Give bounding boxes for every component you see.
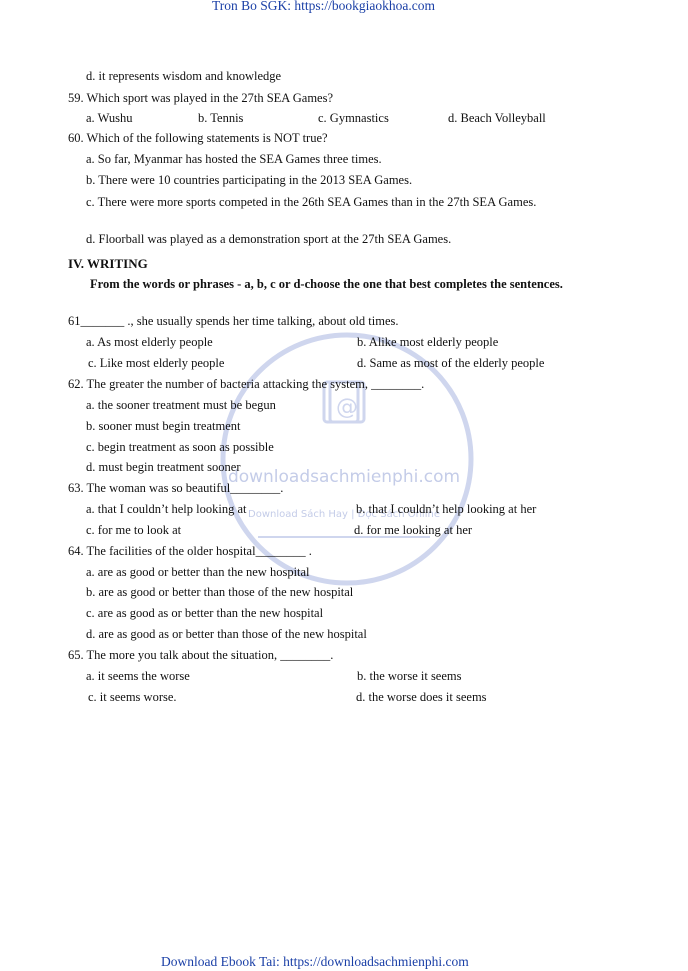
q61-option-b: b. Alike most elderly people (357, 335, 499, 349)
q61-option-c: c. Like most elderly people (88, 356, 225, 370)
q62-stem: 62. The greater the number of bacteria attacking the system, ________. (68, 377, 425, 391)
q59-option-a: a. Wushu (86, 111, 133, 125)
q59-stem: 59. Which sport was played in the 27th SEA Games? (68, 91, 334, 105)
header-link[interactable]: Tron Bo SGK: https://bookgiaokhoa.com (212, 0, 436, 13)
q59-option-d: d. Beach Volleyball (448, 111, 546, 125)
q62-option-b: b. sooner must begin treatment (86, 419, 241, 433)
q65-option-d: d. the worse does it seems (356, 690, 487, 704)
q59-option-b: b. Tennis (198, 111, 244, 125)
q61-option-a: a. As most elderly people (86, 335, 213, 349)
q65-option-a: a. it seems the worse (86, 669, 190, 683)
q63-option-a: a. that I couldn’t help looking at (86, 502, 247, 516)
q64-option-a: a. are as good or better than the new hospital (86, 565, 310, 579)
footer-link[interactable]: Download Ebook Tai: https://downloadsachmienphi.com (161, 954, 469, 969)
svg-text:@: @ (336, 395, 358, 420)
q58-option-d: d. it represents wisdom and knowledge (86, 69, 282, 83)
q64-stem: 64. The facilities of the older hospital________ . (68, 544, 312, 558)
q63-option-b: b. that I couldn’t help looking at her (356, 502, 537, 516)
q60-option-b: b. There were 10 countries participating in the 2013 SEA Games. (86, 173, 413, 187)
q60-option-a: a. So far, Myanmar has hosted the SEA Games three times. (86, 152, 382, 166)
q65-stem: 65. The more you talk about the situation, ________. (68, 648, 334, 662)
q64-option-c: c. are as good as or better than the new hospital (86, 606, 324, 620)
q65-option-b: b. the worse it seems (357, 669, 462, 683)
q64-option-b: b. are as good or better than those of the new hospital (86, 585, 354, 599)
q61-option-d: d. Same as most of the elderly people (357, 356, 545, 370)
q64-option-d: d. are as good as or better than those of the new hospital (86, 627, 367, 641)
watermark-site: downloadsachmienphi.com (227, 467, 461, 487)
q62-option-a: a. the sooner treatment must be begun (86, 398, 276, 412)
q62-option-c: c. begin treatment as soon as possible (86, 440, 274, 454)
q63-stem: 63. The woman was so beautiful________. (68, 481, 284, 495)
q63-option-d: d. for me looking at her (354, 523, 473, 537)
watermark-tagline: Download Sách Hay | Đọc Sách Online (248, 509, 440, 520)
q65-option-c: c. it seems worse. (88, 690, 177, 704)
section-instruction: From the words or phrases - a, b, c or d-choose the one that best completes the sentences. (90, 277, 563, 291)
q60-option-d: d. Floorball was played as a demonstration sport at the 27th SEA Games. (86, 232, 452, 246)
section-heading: IV. WRITING (68, 256, 148, 271)
q60-stem: 60. Which of the following statements is NOT true? (68, 131, 328, 145)
q62-option-d: d. must begin treatment sooner (86, 460, 241, 474)
q60-option-c: c. There were more sports competed in the 26th SEA Games than in the 27th SEA Games. (86, 195, 537, 209)
q63-option-c: c. for me to look at (86, 523, 182, 537)
q59-option-c: c. Gymnastics (318, 111, 389, 125)
q61-stem: 61_______ ., she usually spends her time talking, about old times. (68, 314, 399, 328)
